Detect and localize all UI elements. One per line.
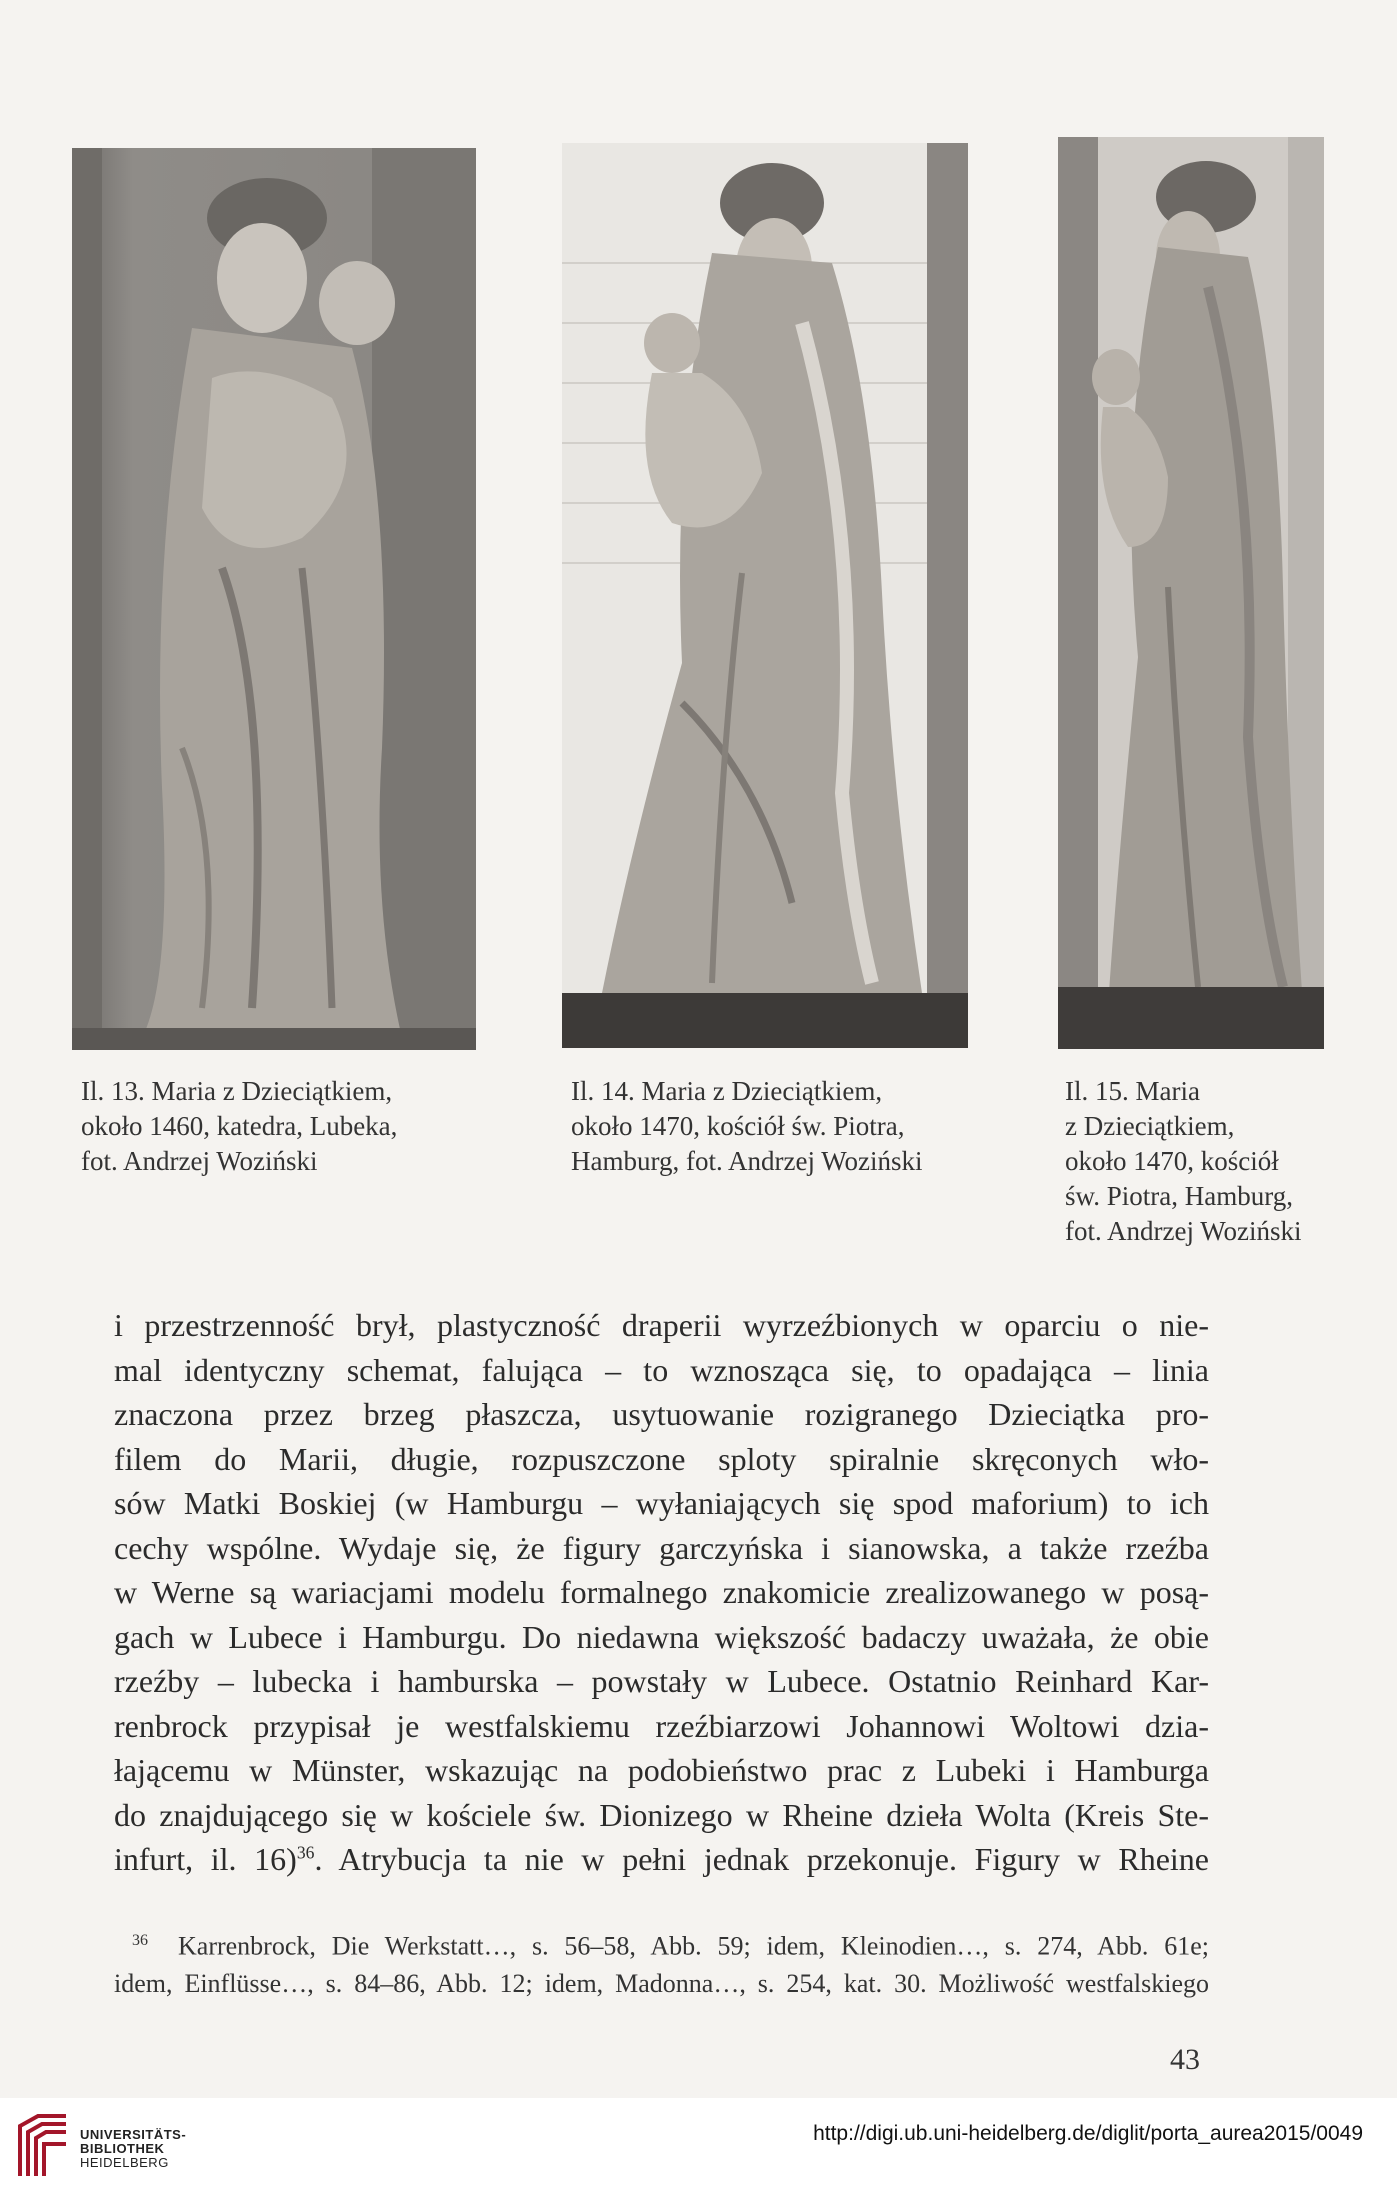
body-line: do znajdującego się w kościele św. Dionizego w Rheine dzieła Wolta (Kreis Ste- bbox=[114, 1796, 1209, 1833]
body-line: mal identyczny schemat, falująca – to wznosząca się, to opadająca – linia bbox=[114, 1351, 1209, 1388]
caption-line: fot. Andrzej Woziński bbox=[81, 1146, 318, 1176]
body-line: filem do Marii, długie, rozpuszczone sploty spiralnie skręconych wło- bbox=[114, 1440, 1209, 1477]
body-line: cechy wspólne. Wydaje się, że figury garczyńska i sianowska, a także rzeźba bbox=[114, 1529, 1209, 1566]
caption-line: fot. Andrzej Woziński bbox=[1065, 1216, 1302, 1246]
figure-15-caption bbox=[1065, 1074, 1302, 1249]
logo-line: BIBLIOTHEK bbox=[80, 2141, 165, 2156]
caption-line: około 1470, kościół św. Piotra, bbox=[571, 1111, 905, 1141]
footnote-line: idem, Einflüsse…, s. 84–86, Abb. 12; idem, Madonna…, s. 254, kat. 30. Możliwość westfalskiego bbox=[114, 1968, 1209, 1998]
caption-line: Hamburg, fot. Andrzej Woziński bbox=[571, 1146, 923, 1176]
ub-heidelberg-logo-icon bbox=[16, 2112, 70, 2180]
figure-13-photo bbox=[72, 148, 476, 1050]
caption-line: około 1470, kościół bbox=[1065, 1146, 1279, 1176]
body-line-part: . Atrybucja ta nie w pełni jednak przekonuje. Figury w Rheine bbox=[314, 1841, 1210, 1877]
logo-line: UNIVERSITÄTS- bbox=[80, 2127, 187, 2142]
figure-13-caption bbox=[81, 1074, 397, 1179]
body-line: renbrock przypisał je westfalskiemu rzeźbiarzowi Johannowi Woltowi dzia- bbox=[114, 1707, 1209, 1744]
footnote-number: 36 bbox=[132, 1932, 148, 1949]
caption-line: Il. 14. Maria z Dzieciątkiem, bbox=[571, 1076, 883, 1106]
figure-14-caption bbox=[571, 1074, 923, 1179]
caption-line: Il. 15. Maria bbox=[1065, 1076, 1200, 1106]
body-line: łającemu w Münster, wskazując na podobieństwo prac z Lubeki i Hamburga bbox=[114, 1752, 1209, 1788]
source-url-link[interactable]: http://digi.ub.uni-heidelberg.de/diglit/porta_aurea2015/0049 bbox=[813, 2122, 1363, 2145]
caption-line: św. Piotra, Hamburg, bbox=[1065, 1181, 1293, 1211]
body-line-part: infurt, il. 16) bbox=[114, 1841, 297, 1877]
body-line: gach w Lubece i Hamburgu. Do niedawna większość badaczy uważała, że obie bbox=[114, 1618, 1209, 1655]
footnote-line bbox=[114, 1922, 1209, 1965]
body-line: rzeźby – lubecka i hamburska – powstały w Lubece. Ostatnio Reinhard Kar- bbox=[114, 1663, 1209, 1699]
digitization-footer bbox=[0, 2098, 1397, 2200]
caption-line: Il. 13. Maria z Dzieciątkiem, bbox=[81, 1076, 393, 1106]
figure-15-photo bbox=[1058, 137, 1324, 1049]
logo-line: HEIDELBERG bbox=[80, 2155, 169, 2170]
body-line: i przestrzenność brył, plastyczność draperii wyrzeźbionych w oparciu o nie- bbox=[114, 1307, 1209, 1343]
body-line: znaczona przez brzeg płaszcza, usytuowanie rozigranego Dzieciątka pro- bbox=[114, 1396, 1209, 1432]
caption-line: około 1460, katedra, Lubeka, bbox=[81, 1111, 398, 1141]
body-line: sów Matki Boskiej (w Hamburgu – wyłaniających się spod maforium) to ich bbox=[114, 1485, 1209, 1521]
body-line-with-footnote-ref bbox=[114, 1837, 1209, 1882]
footnote-ref-36[interactable]: 36 bbox=[296, 1842, 315, 1863]
footnote-36 bbox=[114, 1922, 1209, 2002]
footnote-text: Karrenbrock, Die Werkstatt…, s. 56–58, Abb. 59; idem, Kleinodien…, s. 274, Abb. 61e; bbox=[178, 1931, 1209, 1961]
ub-heidelberg-logo-text bbox=[80, 2128, 186, 2170]
body-paragraph bbox=[114, 1303, 1209, 1882]
caption-line: z Dzieciątkiem, bbox=[1065, 1111, 1235, 1141]
figure-14-photo bbox=[562, 143, 968, 1048]
page-number: 43 bbox=[1170, 2043, 1200, 2076]
body-line: w Werne są wariacjami modelu formalnego znakomicie zrealizowanego w posą- bbox=[114, 1574, 1209, 1610]
